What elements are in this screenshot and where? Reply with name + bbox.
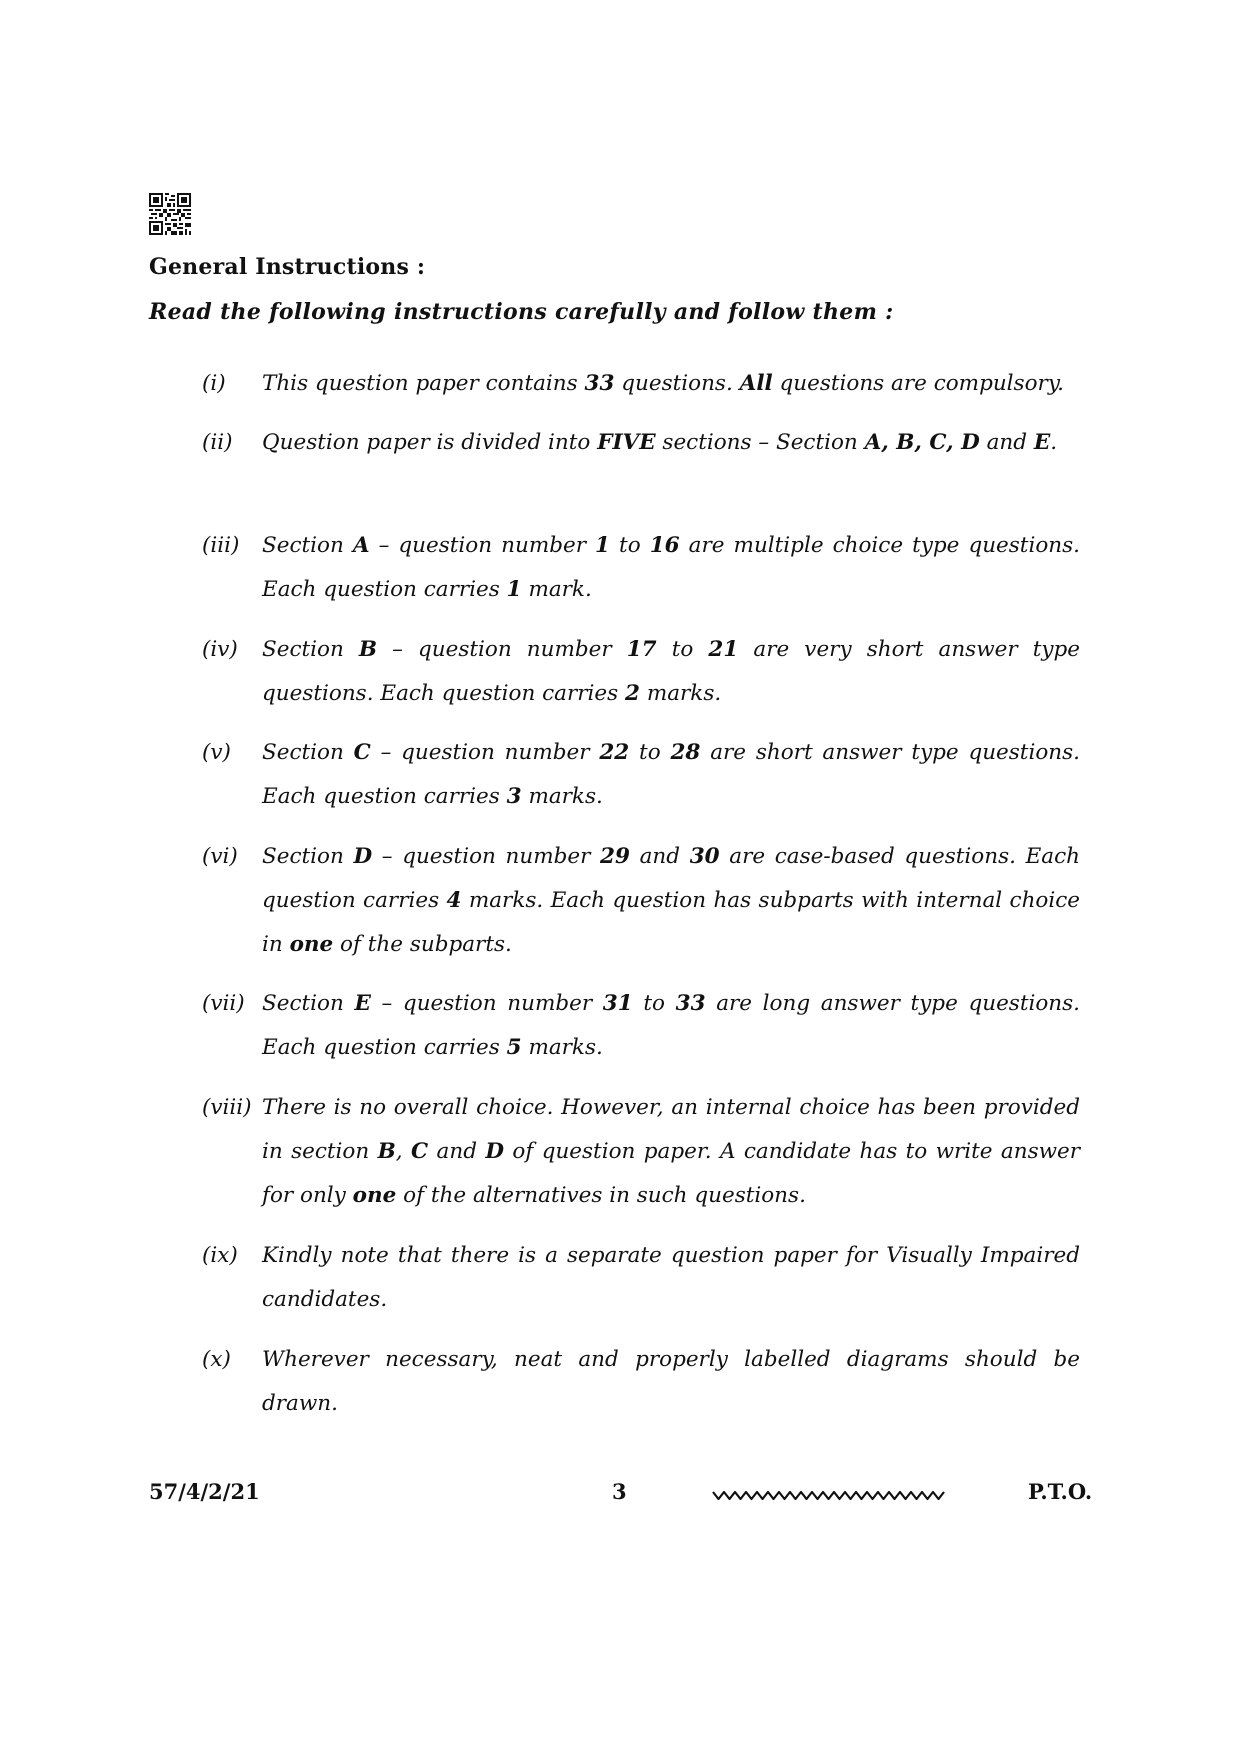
instruction-emphasis: FIVE xyxy=(597,430,656,455)
instruction-fragment: are very short answer type questions. Each question carries xyxy=(262,637,1080,706)
instruction-emphasis: 3 xyxy=(506,784,522,809)
instruction-fragment: Section xyxy=(262,637,359,662)
instruction-emphasis: 17 xyxy=(626,637,657,662)
instruction-text xyxy=(262,628,1080,716)
instruction-fragment: to xyxy=(632,991,676,1016)
instruction-number: (iv) xyxy=(202,637,238,662)
instruction-number: (viii) xyxy=(202,1095,252,1120)
instruction-text xyxy=(262,731,1080,819)
instruction-fragment: marks. xyxy=(639,681,722,706)
instruction-item xyxy=(202,421,1080,465)
instruction-fragment: – question number xyxy=(370,740,600,765)
page-number: 3 xyxy=(612,1479,627,1504)
instruction-text xyxy=(262,1086,1080,1218)
instruction-fragment: mark. xyxy=(521,577,592,602)
instruction-emphasis: D xyxy=(353,844,373,869)
instructions-subheading: Read the following instructions carefully and follow them : xyxy=(149,299,894,325)
instruction-fragment: are short answer type questions. Each question carries xyxy=(262,740,1080,809)
instruction-emphasis: B xyxy=(377,1139,396,1164)
instruction-item xyxy=(202,1338,1080,1426)
paper-code: 57/4/2/21 xyxy=(149,1479,260,1504)
instruction-fragment: Section xyxy=(262,844,354,869)
instruction-fragment: , xyxy=(395,1139,412,1164)
instruction-emphasis: 1 xyxy=(506,577,522,602)
instruction-emphasis: 5 xyxy=(506,1035,522,1060)
instruction-fragment: – question number xyxy=(377,637,627,662)
wavy-line-decoration xyxy=(711,1488,967,1502)
qr-code-icon xyxy=(149,193,191,235)
instruction-fragment: and xyxy=(428,1139,486,1164)
instruction-emphasis: 16 xyxy=(649,533,680,558)
instruction-emphasis: 33 xyxy=(584,371,615,396)
instruction-text xyxy=(262,362,1080,406)
instruction-fragment: marks. xyxy=(521,784,603,809)
instruction-emphasis: C xyxy=(411,1139,429,1164)
instruction-item xyxy=(202,731,1080,819)
instruction-fragment: Section xyxy=(262,740,354,765)
instruction-fragment: questions. xyxy=(614,371,740,396)
instruction-emphasis: 4 xyxy=(446,888,462,913)
instruction-fragment: – question number xyxy=(370,991,603,1016)
instruction-text xyxy=(262,524,1080,612)
instruction-fragment: Section xyxy=(262,533,353,558)
instruction-text xyxy=(262,982,1080,1070)
instruction-fragment: to xyxy=(610,533,650,558)
instruction-number: (iii) xyxy=(202,533,240,558)
instruction-fragment: are case-based questions. Each question carries xyxy=(262,844,1080,913)
instruction-emphasis: 30 xyxy=(689,844,720,869)
instruction-fragment: and xyxy=(979,430,1034,455)
instruction-number: (i) xyxy=(202,371,226,396)
instruction-fragment: There is no overall choice. However, an internal choice has been provided in section xyxy=(262,1095,1080,1164)
instruction-emphasis: 2 xyxy=(625,681,640,706)
instruction-emphasis: B xyxy=(358,637,378,662)
instruction-emphasis: E xyxy=(1033,430,1051,455)
instruction-fragment: marks. xyxy=(521,1035,603,1060)
instruction-fragment: of question paper. A candidate has to write answer for only xyxy=(262,1139,1081,1208)
instruction-emphasis: E xyxy=(354,991,371,1016)
instruction-fragment: . xyxy=(1050,430,1058,455)
instruction-fragment: are long answer type questions. Each question carries xyxy=(262,991,1080,1060)
instruction-text xyxy=(262,1234,1080,1322)
instruction-fragment: of the alternatives in such questions. xyxy=(396,1183,806,1208)
instruction-fragment: – question number xyxy=(372,844,601,869)
instruction-emphasis: 29 xyxy=(600,844,630,869)
instruction-emphasis: 28 xyxy=(670,740,701,765)
instruction-text xyxy=(262,835,1080,967)
instruction-item xyxy=(202,362,1080,406)
instruction-emphasis: 31 xyxy=(602,991,633,1016)
instruction-emphasis: 22 xyxy=(599,740,630,765)
instruction-number: (ix) xyxy=(202,1243,238,1268)
instruction-fragment: Question paper is divided into xyxy=(262,430,598,455)
instruction-fragment: to xyxy=(629,740,671,765)
instruction-emphasis: 21 xyxy=(708,637,739,662)
instruction-text xyxy=(262,1338,1080,1426)
instruction-number: (vi) xyxy=(202,844,238,869)
instruction-emphasis: C xyxy=(353,740,371,765)
instruction-emphasis: one xyxy=(352,1183,397,1208)
instruction-fragment: are multiple choice type questions. Each question carries xyxy=(262,533,1080,602)
instruction-fragment: Wherever necessary, neat and properly labelled diagrams should be drawn. xyxy=(262,1347,1080,1416)
instruction-emphasis: one xyxy=(289,932,334,957)
instruction-number: (x) xyxy=(202,1347,231,1372)
instruction-fragment: – question number xyxy=(369,533,596,558)
instruction-fragment: and xyxy=(629,844,690,869)
instruction-fragment: questions are compulsory. xyxy=(772,371,1064,396)
instruction-emphasis: 33 xyxy=(675,991,706,1016)
instruction-fragment: Section xyxy=(262,991,355,1016)
instruction-item xyxy=(202,1234,1080,1322)
instruction-emphasis: 1 xyxy=(595,533,610,558)
instruction-text xyxy=(262,421,1080,465)
instruction-item xyxy=(202,835,1080,967)
instruction-fragment: of the subparts. xyxy=(333,932,512,957)
instruction-fragment: marks. Each question has subparts with internal choice in xyxy=(262,888,1081,957)
instruction-item xyxy=(202,524,1080,612)
instruction-emphasis: A, B, C, D xyxy=(864,430,980,455)
instruction-fragment: to xyxy=(656,637,709,662)
instruction-emphasis: D xyxy=(485,1139,505,1164)
instruction-item xyxy=(202,628,1080,716)
instruction-fragment: This question paper contains xyxy=(262,371,585,396)
instruction-item xyxy=(202,1086,1080,1218)
instruction-number: (vii) xyxy=(202,991,245,1016)
pto-label: P.T.O. xyxy=(1028,1479,1093,1504)
instruction-number: (ii) xyxy=(202,430,233,455)
instruction-emphasis: All xyxy=(739,371,773,396)
instruction-emphasis: A xyxy=(352,533,370,558)
instruction-fragment: Kindly note that there is a separate question paper for Visually Impaired candidates. xyxy=(262,1243,1080,1312)
instruction-fragment: sections – Section xyxy=(655,430,865,455)
instruction-item xyxy=(202,982,1080,1070)
general-instructions-heading: General Instructions : xyxy=(149,254,426,280)
instruction-number: (v) xyxy=(202,740,231,765)
